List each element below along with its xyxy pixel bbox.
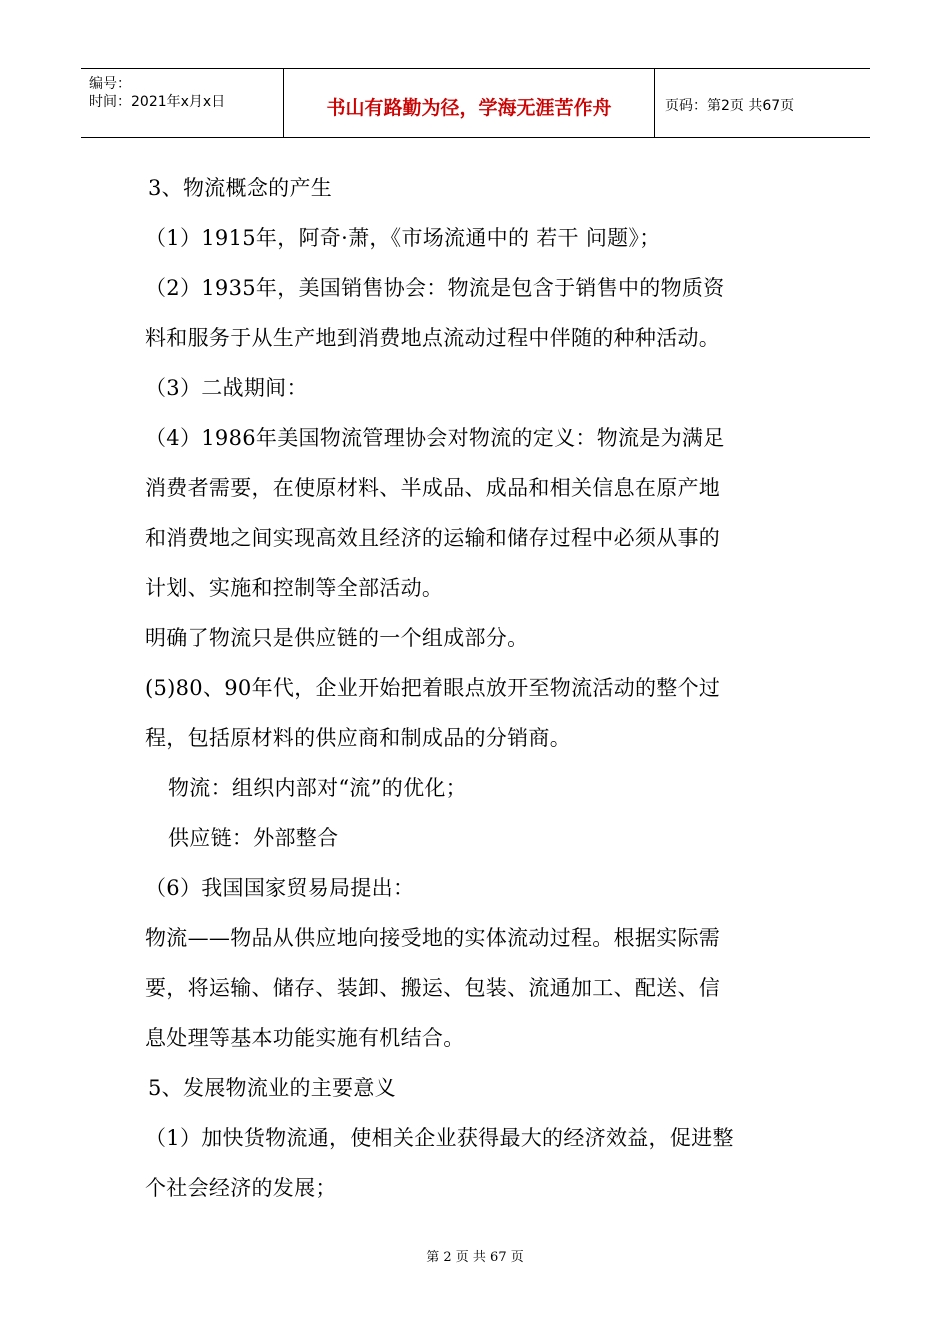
paragraph-line: 消费者需要，在使原材料、半成品、成品和相关信息在原产地 (145, 476, 721, 500)
page-footer: 第 2 页 共 67 页 (426, 1250, 524, 1265)
paragraph-line: （1）1915年，阿奇·萧，《市场流通中的 若干 问题》； (145, 226, 661, 250)
paragraph-line: 和消费地之间实现高效且经济的运输和储存过程中必须从事的 (145, 526, 721, 550)
header-info-cell (81, 69, 283, 137)
paragraph-line: （2）1935年，美国销售协会：物流是包含于销售中的物质资 (145, 276, 725, 300)
paragraph-line: 料和服务于从生产地到消费地点流动过程中伴随的种种活动。 (145, 326, 721, 350)
paragraph-line: 物流：组织内部对“流”的优化； (168, 776, 467, 800)
paragraph-line: 个社会经济的发展； (145, 1176, 337, 1200)
paragraph-line: 程，包括原材料的供应商和制成品的分销商。 (145, 726, 571, 750)
paragraph-line: 明确了物流只是供应链的一个组成部分。 (145, 626, 529, 650)
paragraph-line: 计划、实施和控制等全部活动。 (145, 576, 444, 600)
page-header (81, 68, 870, 138)
paragraph-line: 息处理等基本功能实施有机结合。 (145, 1026, 465, 1050)
motto-text: 书山有路勤为径，学海无涯苦作舟 (326, 97, 612, 119)
paragraph-line: （1）加快货物流通，使相关企业获得最大的经济效益，促进整 (145, 1126, 734, 1150)
paragraph-line: 要，将运输、储存、装卸、搬运、包装、流通加工、配送、信 (145, 976, 721, 1000)
paragraph-line: （4）1986年美国物流管理协会对物流的定义：物流是为满足 (145, 426, 725, 450)
header-page-cell (655, 69, 870, 137)
paragraph-line: (5)80、90年代，企业开始把着眼点放开至物流活动的整个过 (145, 676, 721, 700)
header-motto-cell (284, 69, 654, 137)
date-label: 时间：2021年x月x日 (89, 94, 226, 110)
paragraph-line: （6）我国国家贸易局提出： (145, 876, 415, 900)
section-heading: 3、物流概念的产生 (148, 176, 333, 200)
paragraph-line: 供应链：外部整合 (168, 826, 339, 850)
section-heading: 5、发展物流业的主要意义 (148, 1076, 396, 1100)
paragraph-line: 物流——物品从供应地向接受地的实体流动过程。根据实际需 (145, 926, 721, 950)
number-label: 编号： (89, 76, 131, 92)
paragraph-line: （3）二战期间： (145, 376, 308, 400)
page-number-label: 页码：第2页 共67页 (665, 98, 795, 114)
